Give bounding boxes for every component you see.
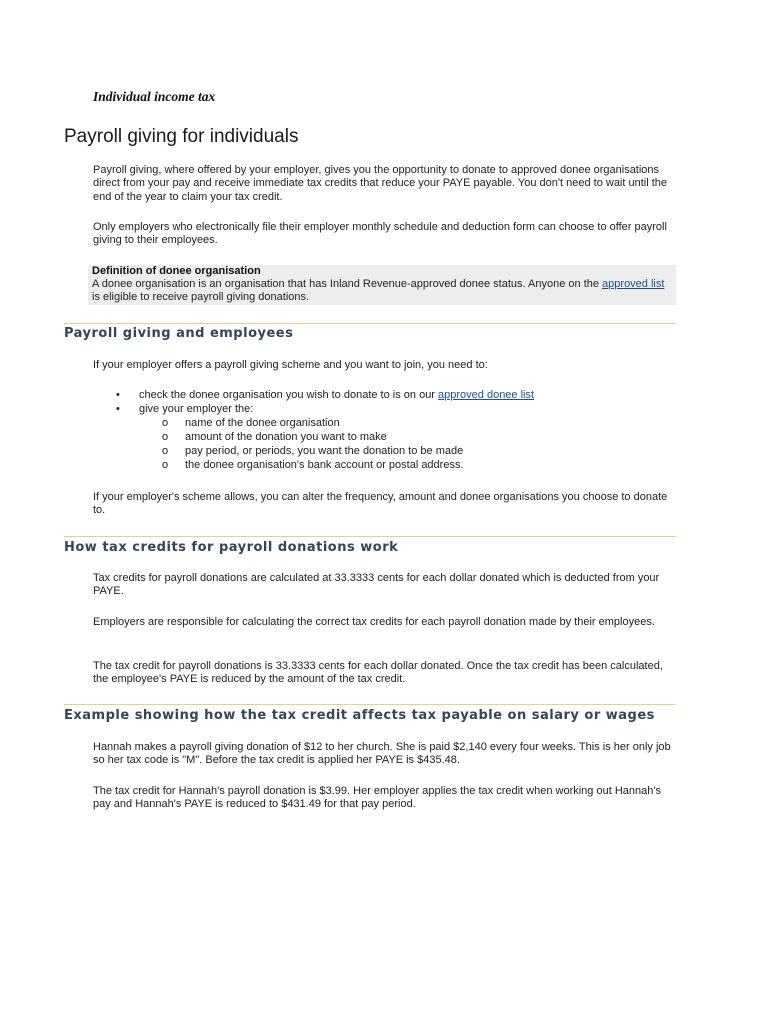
sub-item-text: name of the donee organisation (185, 417, 340, 429)
category-label: Individual income tax (93, 89, 216, 104)
credits-paragraph-2: Employers are responsible for calculating the correct tax credits for each payroll donation made by their employees. (93, 616, 655, 628)
bullet-marker: • (116, 389, 120, 401)
bullet-text: check the donee organisation you wish to donate to is on our (139, 389, 439, 401)
heading-tax-credits: How tax credits for payroll donations work (64, 540, 399, 555)
sub-bullet-marker: o (162, 459, 169, 471)
employees-outro: If your employer's scheme allows, you can alter the frequency, amount and donee organisations you choose to donate to. (93, 491, 668, 517)
heading-payroll-giving-employees: Payroll giving and employees (64, 326, 294, 341)
credits-paragraph-1: Tax credits for payroll donations are calculated at 33.3333 cents for each dollar donated which is deducted from your PAYE. (93, 572, 660, 598)
approved-list-link[interactable]: approved list (602, 278, 665, 290)
sub-bullet-marker: o (162, 445, 169, 457)
definition-text (92, 278, 667, 305)
sub-list-item (162, 431, 662, 445)
heading-example: Example showing how the tax credit affects tax payable on salary or wages (64, 708, 655, 723)
example-paragraph-2: The tax credit for Hannah's payroll donation is $3.99. Her employer applies the tax credit when working out Hannah's pay and Hannah's PAYE is reduced to $431.49 for that pay period. (93, 785, 661, 811)
section-divider (64, 323, 676, 324)
list-item (116, 403, 676, 417)
sub-item-text: pay period, or periods, you want the donation to be made (185, 445, 464, 457)
bullet-text: give your employer the: (139, 403, 254, 415)
sub-list-item (162, 417, 662, 431)
definition-title: Definition of donee organisation (92, 265, 261, 277)
bullet-marker: • (116, 403, 120, 415)
employees-intro: If your employer offers a payroll giving scheme and you want to join, you need to: (93, 359, 488, 371)
sub-bullet-marker: o (162, 417, 169, 429)
credits-paragraph-3: The tax credit for payroll donations is 33.3333 cents for each dollar donated. Once the tax credit has been calculated, the employee's PAYE is reduced by the amount of the tax credit. (93, 660, 663, 686)
sub-item-text: the donee organisation's bank account or postal address. (185, 459, 464, 471)
definition-text-before: A donee organisation is an organisation that has Inland Revenue-approved donee status. Anyone on the (92, 278, 603, 290)
sub-list-item (162, 445, 662, 459)
section-divider (64, 536, 676, 537)
page-title: Payroll giving for individuals (64, 126, 299, 147)
definition-box (88, 265, 676, 305)
sub-bullet-marker: o (162, 431, 169, 443)
section-divider (64, 704, 676, 705)
example-paragraph-1: Hannah makes a payroll giving donation of $12 to her church. She is paid $2,140 every four weeks. This is her only job so her tax code is "M". Before the tax credit is applied her PAYE is $435.48. (93, 741, 671, 767)
intro-paragraph-2: Only employers who electronically file their employer monthly schedule and deduction form can choose to offer payroll giving to their employees. (93, 221, 667, 247)
intro-paragraph-1: Payroll giving, where offered by your employer, gives you the opportunity to donate to approved donee organisations direct from your pay and receive immediate tax credits that reduce your PAYE payable. You don't need to wait until the end of the year to claim your tax credit. (93, 164, 668, 203)
list-item (116, 389, 676, 403)
definition-text-after: is eligible to receive payroll giving donations. (92, 291, 310, 304)
sub-list-item (162, 459, 662, 473)
approved-donee-list-link[interactable]: approved donee list (438, 389, 535, 401)
sub-item-text: amount of the donation you want to make (185, 431, 387, 443)
